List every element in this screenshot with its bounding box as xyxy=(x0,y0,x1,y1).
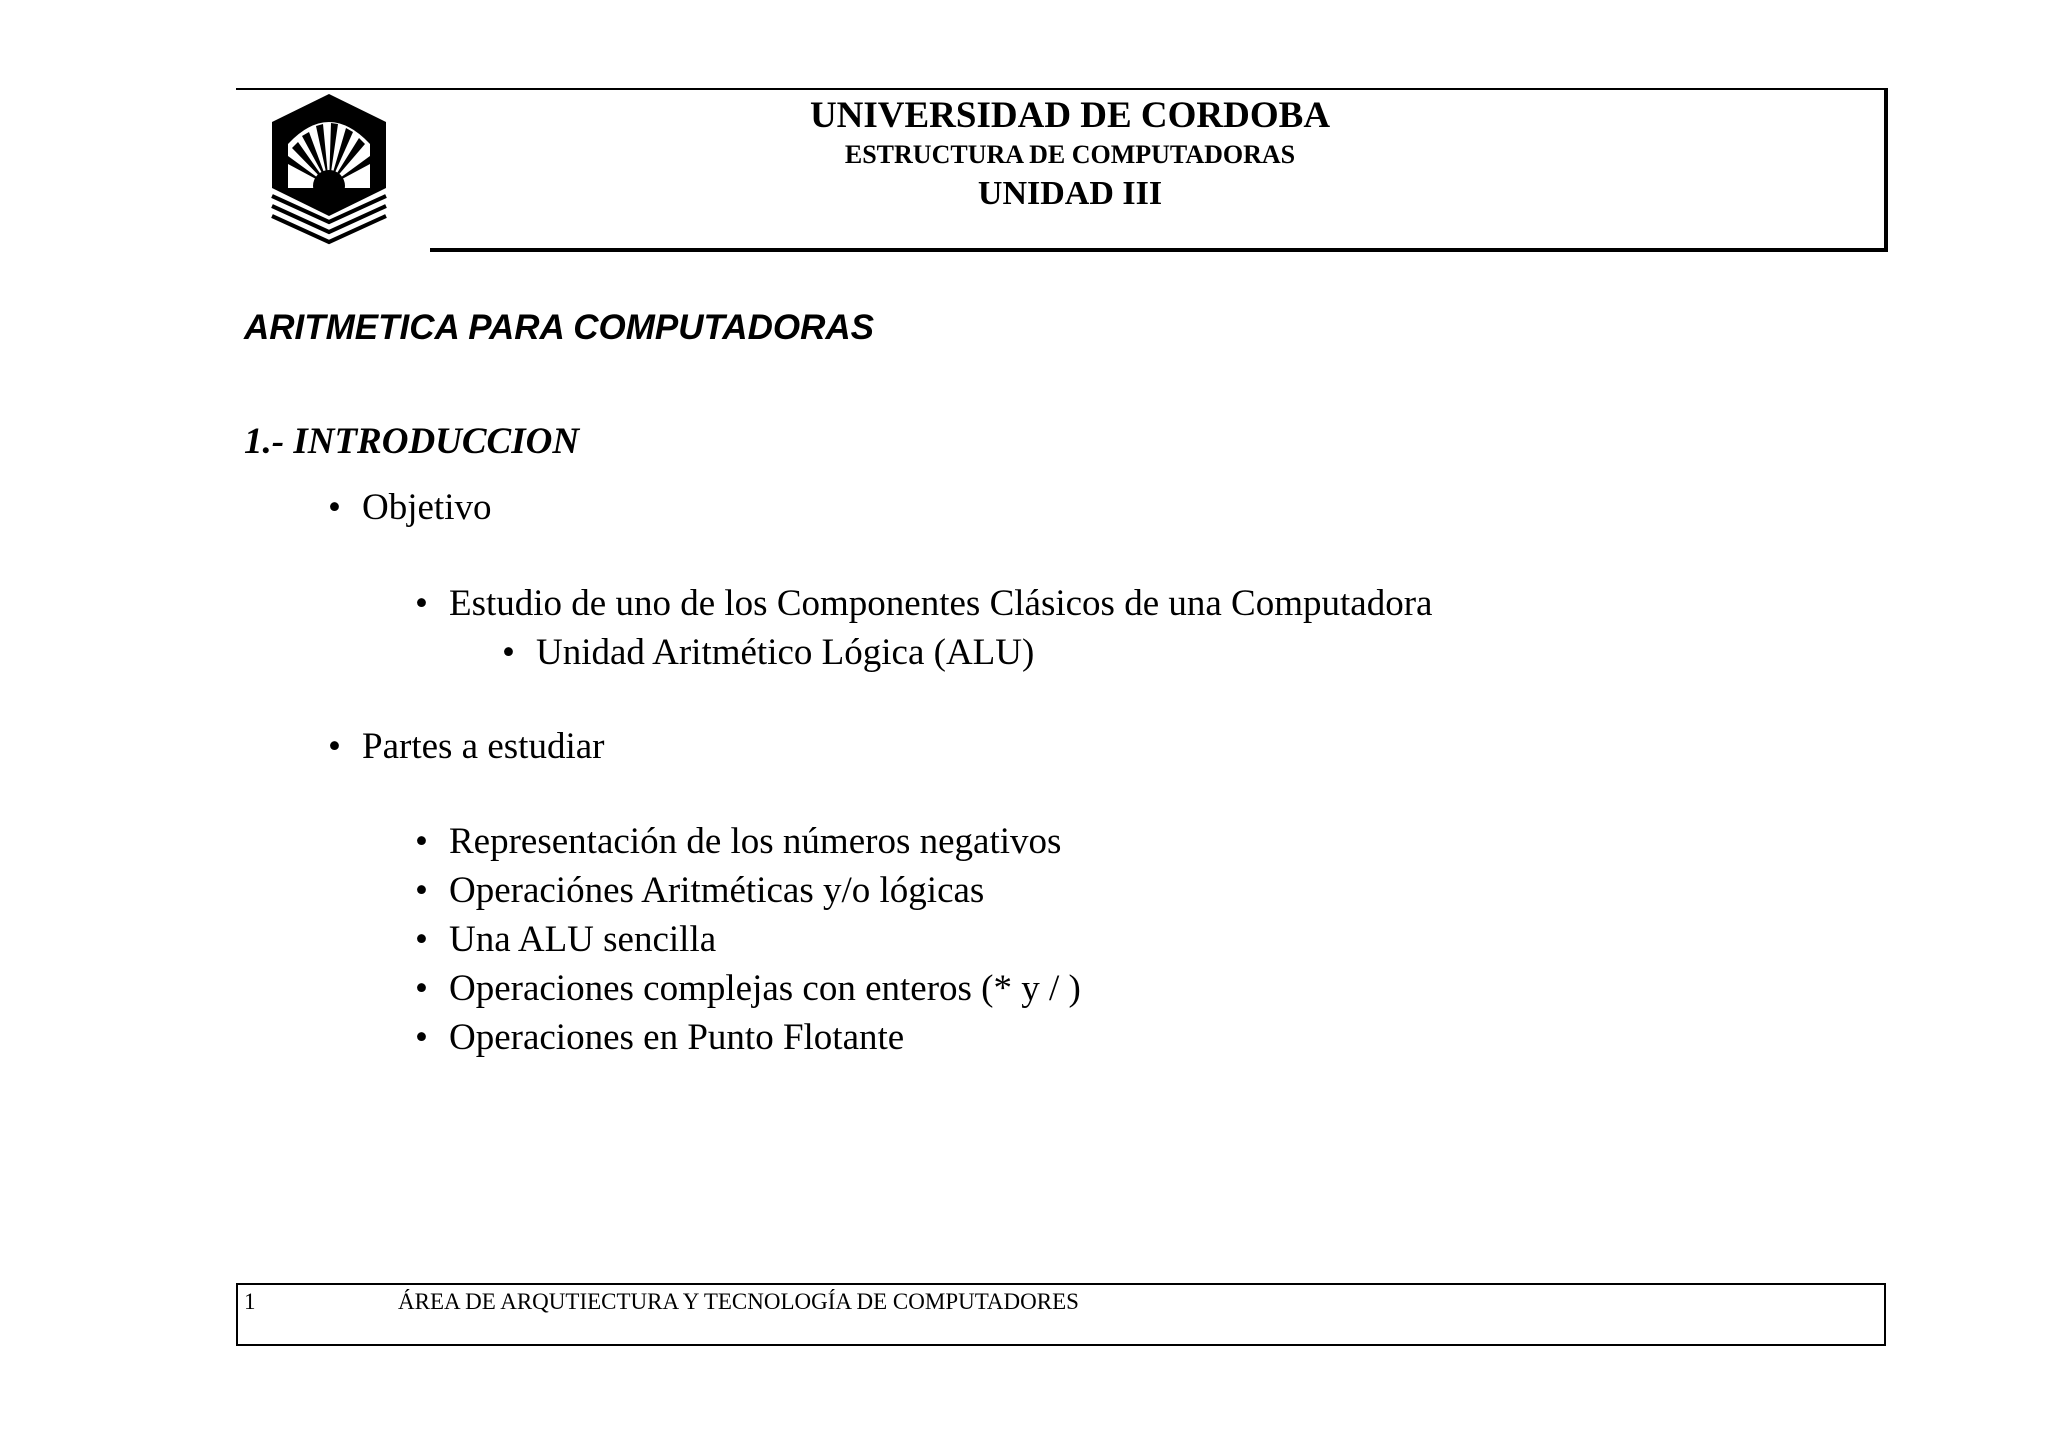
bullet-alu-sencilla xyxy=(415,916,716,964)
page-number: 1 xyxy=(244,1289,256,1314)
section-heading: 1.- INTRODUCCION xyxy=(244,421,580,462)
header-bottom-border xyxy=(430,248,1888,252)
header-top-border xyxy=(236,88,1888,90)
bullet-dot: • xyxy=(415,870,428,911)
bullet-dot: • xyxy=(415,583,428,624)
bullet-label: Unidad Aritmético Lógica (ALU) xyxy=(536,632,1035,673)
bullet-operaciones-complejas xyxy=(415,965,1081,1013)
bullet-alu xyxy=(502,629,1034,677)
department-name: ÁREA DE ARQUTIECTURA Y TECNOLOGÍA DE COMPUTADORES xyxy=(398,1289,1079,1314)
bullet-label: Operaciones en Punto Flotante xyxy=(449,1017,905,1058)
bullet-dot: • xyxy=(415,968,428,1009)
bullet-dot: • xyxy=(415,1017,428,1058)
course-name: ESTRUCTURA DE COMPUTADORAS xyxy=(844,140,1296,169)
bullet-estudio xyxy=(415,580,1432,628)
bullet-dot: • xyxy=(328,487,341,528)
university-logo-icon xyxy=(268,92,390,248)
bullet-dot: • xyxy=(415,919,428,960)
bullet-label: Representación de los números negativos xyxy=(449,821,1062,862)
bullet-label: Estudio de uno de los Componentes Clásicos de una Computadora xyxy=(449,583,1433,624)
bullet-label: Objetivo xyxy=(362,487,492,528)
bullet-label: Operaciónes Aritméticas y/o lógicas xyxy=(449,870,985,911)
document-title: ARITMETICA PARA COMPUTADORAS xyxy=(244,308,874,347)
bullet-dot: • xyxy=(415,821,428,862)
bullet-dot: • xyxy=(328,726,341,767)
university-name: UNIVERSIDAD DE CORDOBA xyxy=(809,95,1331,136)
bullet-representacion xyxy=(415,818,1061,866)
bullet-objetivo xyxy=(328,484,491,532)
bullet-label: Una ALU sencilla xyxy=(449,919,717,960)
bullet-operaciones-aritmeticas xyxy=(415,867,984,915)
header-right-border xyxy=(1884,88,1888,252)
bullet-dot: • xyxy=(502,632,515,673)
footer xyxy=(236,1283,1886,1346)
bullet-label: Partes a estudiar xyxy=(362,726,605,767)
bullet-punto-flotante xyxy=(415,1014,904,1062)
header-text xyxy=(580,94,1560,216)
bullet-partes xyxy=(328,723,604,771)
bullet-label: Operaciones complejas con enteros (* y / ) xyxy=(449,968,1081,1009)
unit-title: UNIDAD III xyxy=(977,175,1163,212)
